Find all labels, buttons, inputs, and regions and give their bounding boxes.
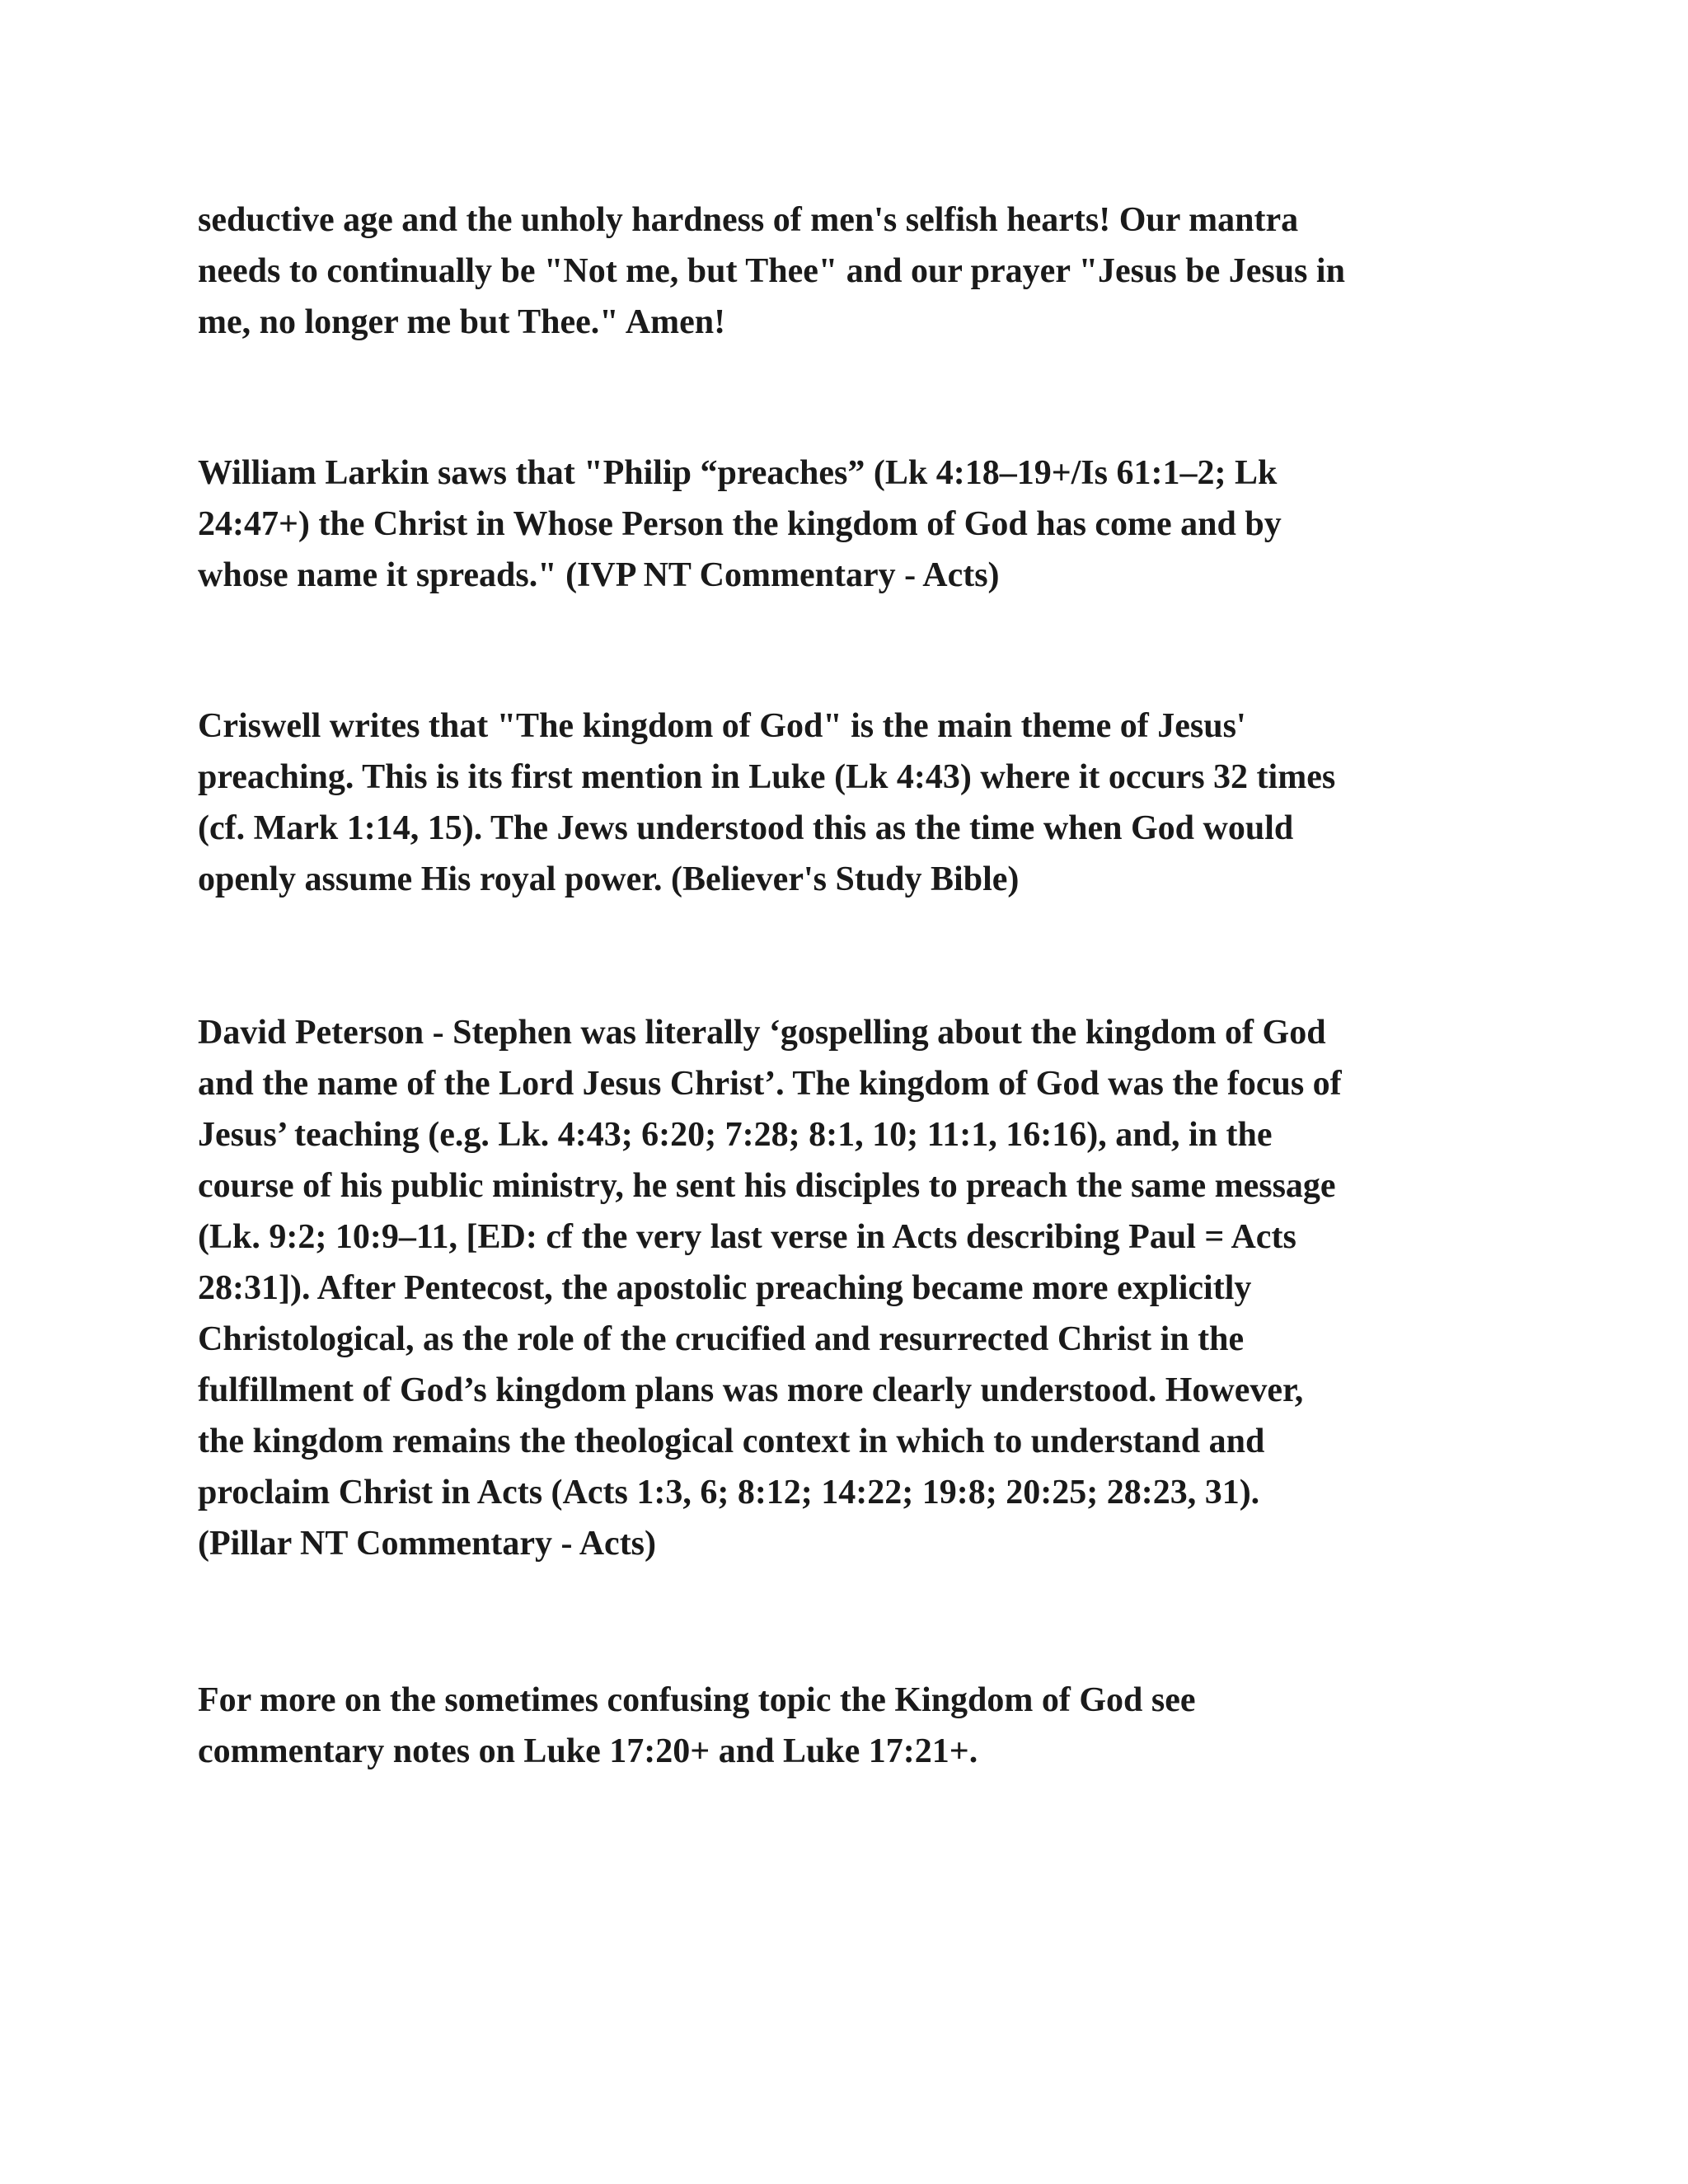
text-line: William Larkin saws that "Philip “preaches” (Lk 4:18–19+/Is 61:1–2; Lk (198, 454, 1278, 492)
text-line: (cf. Mark 1:14, 15). The Jews understood this as the time when God would (198, 809, 1294, 847)
text-line: course of his public ministry, he sent his disciples to preach the same message (198, 1167, 1336, 1205)
text-line: whose name it spreads." (IVP NT Commentary - Acts) (198, 556, 1000, 594)
text-line: For more on the sometimes confusing topic the Kingdom of God see (198, 1681, 1196, 1719)
text-line: needs to continually be "Not me, but Thee" and our prayer "Jesus be Jesus in (198, 252, 1345, 290)
text-line: proclaim Christ in Acts (Acts 1:3, 6; 8:12; 14:22; 19:8; 20:25; 28:23, 31). (198, 1474, 1260, 1511)
paragraph-further-reading (198, 1675, 1500, 1777)
text-line: seductive age and the unholy hardness of men's selfish hearts! Our mantra (198, 201, 1299, 239)
text-line: 28:31]). After Pentecost, the apostolic preaching became more explicitly (198, 1269, 1252, 1307)
text-line: Criswell writes that "The kingdom of God" is the main theme of Jesus' (198, 707, 1246, 745)
text-line: openly assume His royal power. (Believer's Study Bible) (198, 860, 1020, 898)
text-line: Jesus’ teaching (e.g. Lk. 4:43; 6:20; 7:28; 8:1, 10; 11:1, 16:16), and, in the (198, 1116, 1273, 1154)
text-line: (Pillar NT Commentary - Acts) (198, 1525, 657, 1563)
paragraph-closing-prayer (198, 194, 1500, 348)
paragraph-criswell-quote (198, 701, 1500, 905)
text-line: Christological, as the role of the crucified and resurrected Christ in the (198, 1320, 1245, 1358)
text-line: the kingdom remains the theological context in which to understand and (198, 1422, 1265, 1460)
text-line: and the name of the Lord Jesus Christ’. The kingdom of God was the focus of (198, 1065, 1342, 1103)
text-line: me, no longer me but Thee." Amen! (198, 303, 726, 341)
text-line: (Lk. 9:2; 10:9–11, [ED: cf the very last verse in Acts describing Paul = Acts (198, 1218, 1296, 1256)
paragraph-larkin-quote (198, 448, 1500, 601)
text-line: 24:47+) the Christ in Whose Person the kingdom of God has come and by (198, 505, 1282, 543)
text-line: David Peterson - Stephen was literally ‘gospelling about the kingdom of God (198, 1014, 1326, 1052)
text-line: commentary notes on Luke 17:20+ and Luke 17:21+. (198, 1732, 978, 1770)
text-line: preaching. This is its first mention in Luke (Lk 4:43) where it occurs 32 times (198, 758, 1336, 796)
text-line: fulfillment of God’s kingdom plans was more clearly understood. However, (198, 1371, 1304, 1409)
paragraph-peterson-quote (198, 1007, 1500, 1569)
